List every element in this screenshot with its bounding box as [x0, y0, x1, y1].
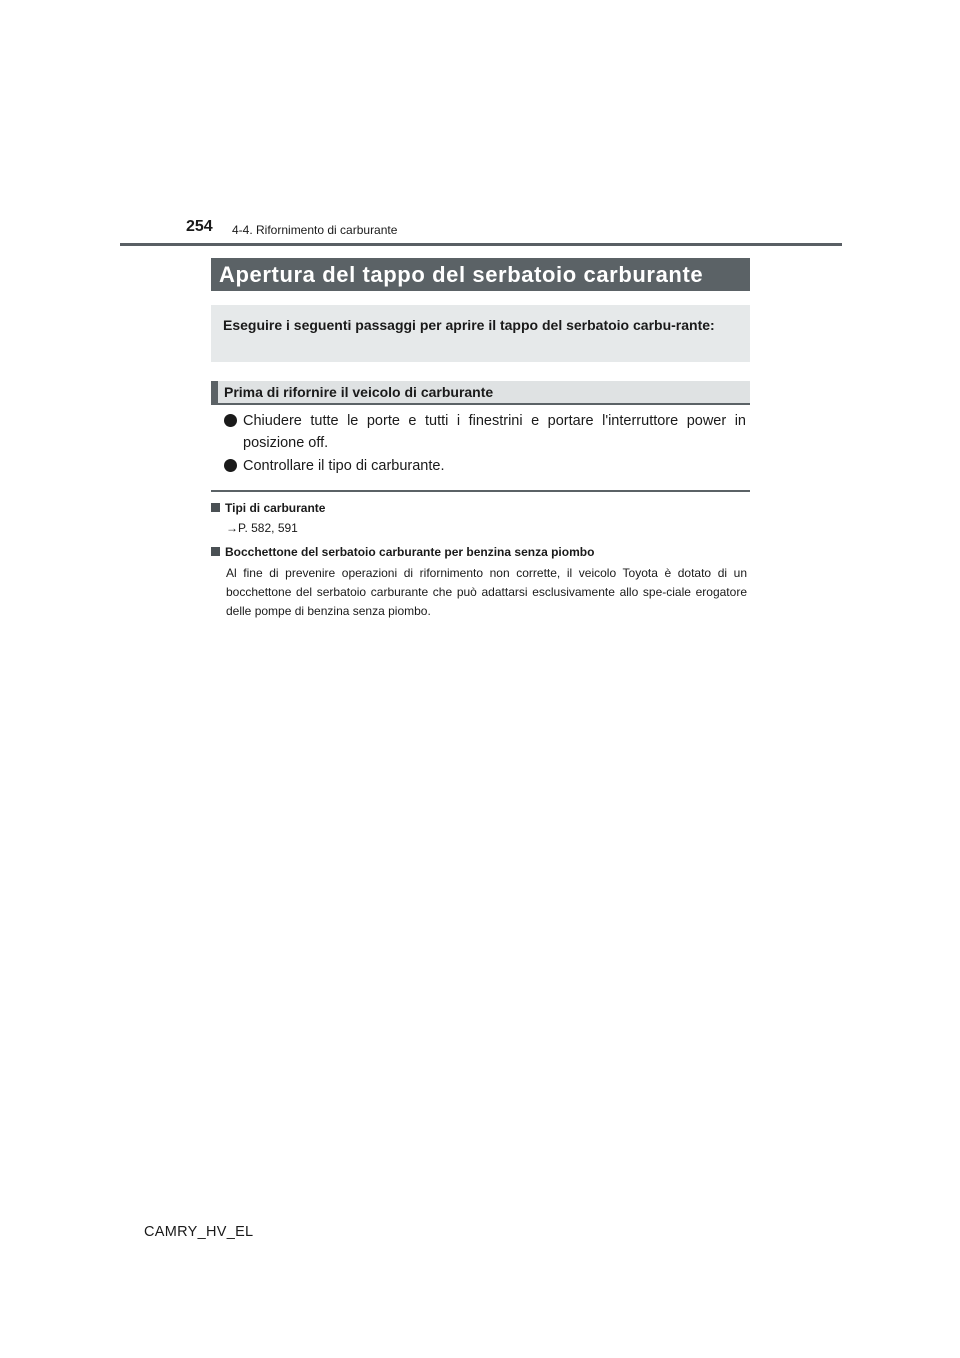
bullet-icon	[224, 459, 237, 472]
note-body: Al fine di prevenire operazioni di rifornimento non corrette, il veicolo Toyota è dotato di un bocchettone del serbatoio carburante che può adattarsi esclusivamente allo spe-ciale erogatore delle pompe di benzina senza piombo.	[226, 566, 747, 618]
note-heading	[211, 545, 594, 559]
note-heading-text: Tipi di carburante	[225, 501, 326, 515]
page-reference-link[interactable]: →P. 582, 591	[226, 521, 298, 535]
subsection-header	[211, 381, 750, 405]
list-item	[224, 455, 746, 477]
document-code: CAMRY_HV_EL	[144, 1224, 254, 1240]
section-breadcrumb: 4-4. Rifornimento di carburante	[232, 223, 398, 237]
page-number: 254	[186, 218, 213, 235]
list-item-text: Chiudere tutte le porte e tutti i finestrini e portare l'interruttore power in posizione off.	[243, 413, 746, 451]
list-item-text: Controllare il tipo di carburante.	[243, 458, 445, 474]
notes-divider	[211, 490, 750, 492]
subsection-title: Prima di rifornire il veicolo di carburante	[224, 384, 494, 400]
subsection-marker	[211, 381, 218, 403]
bullet-icon	[224, 414, 237, 427]
square-bullet-icon	[211, 503, 220, 512]
square-bullet-icon	[211, 547, 220, 556]
intro-text: Eseguire i seguenti passaggi per aprire il tappo del serbatoio carbu-rante:	[223, 317, 715, 333]
page-title: Apertura del tappo del serbatoio carburante	[211, 258, 750, 291]
list-item	[224, 410, 746, 454]
header-divider	[120, 243, 842, 246]
intro-box	[211, 305, 750, 362]
note-heading	[211, 501, 325, 515]
note-heading-text: Bocchettone del serbatoio carburante per benzina senza piombo	[225, 545, 595, 559]
